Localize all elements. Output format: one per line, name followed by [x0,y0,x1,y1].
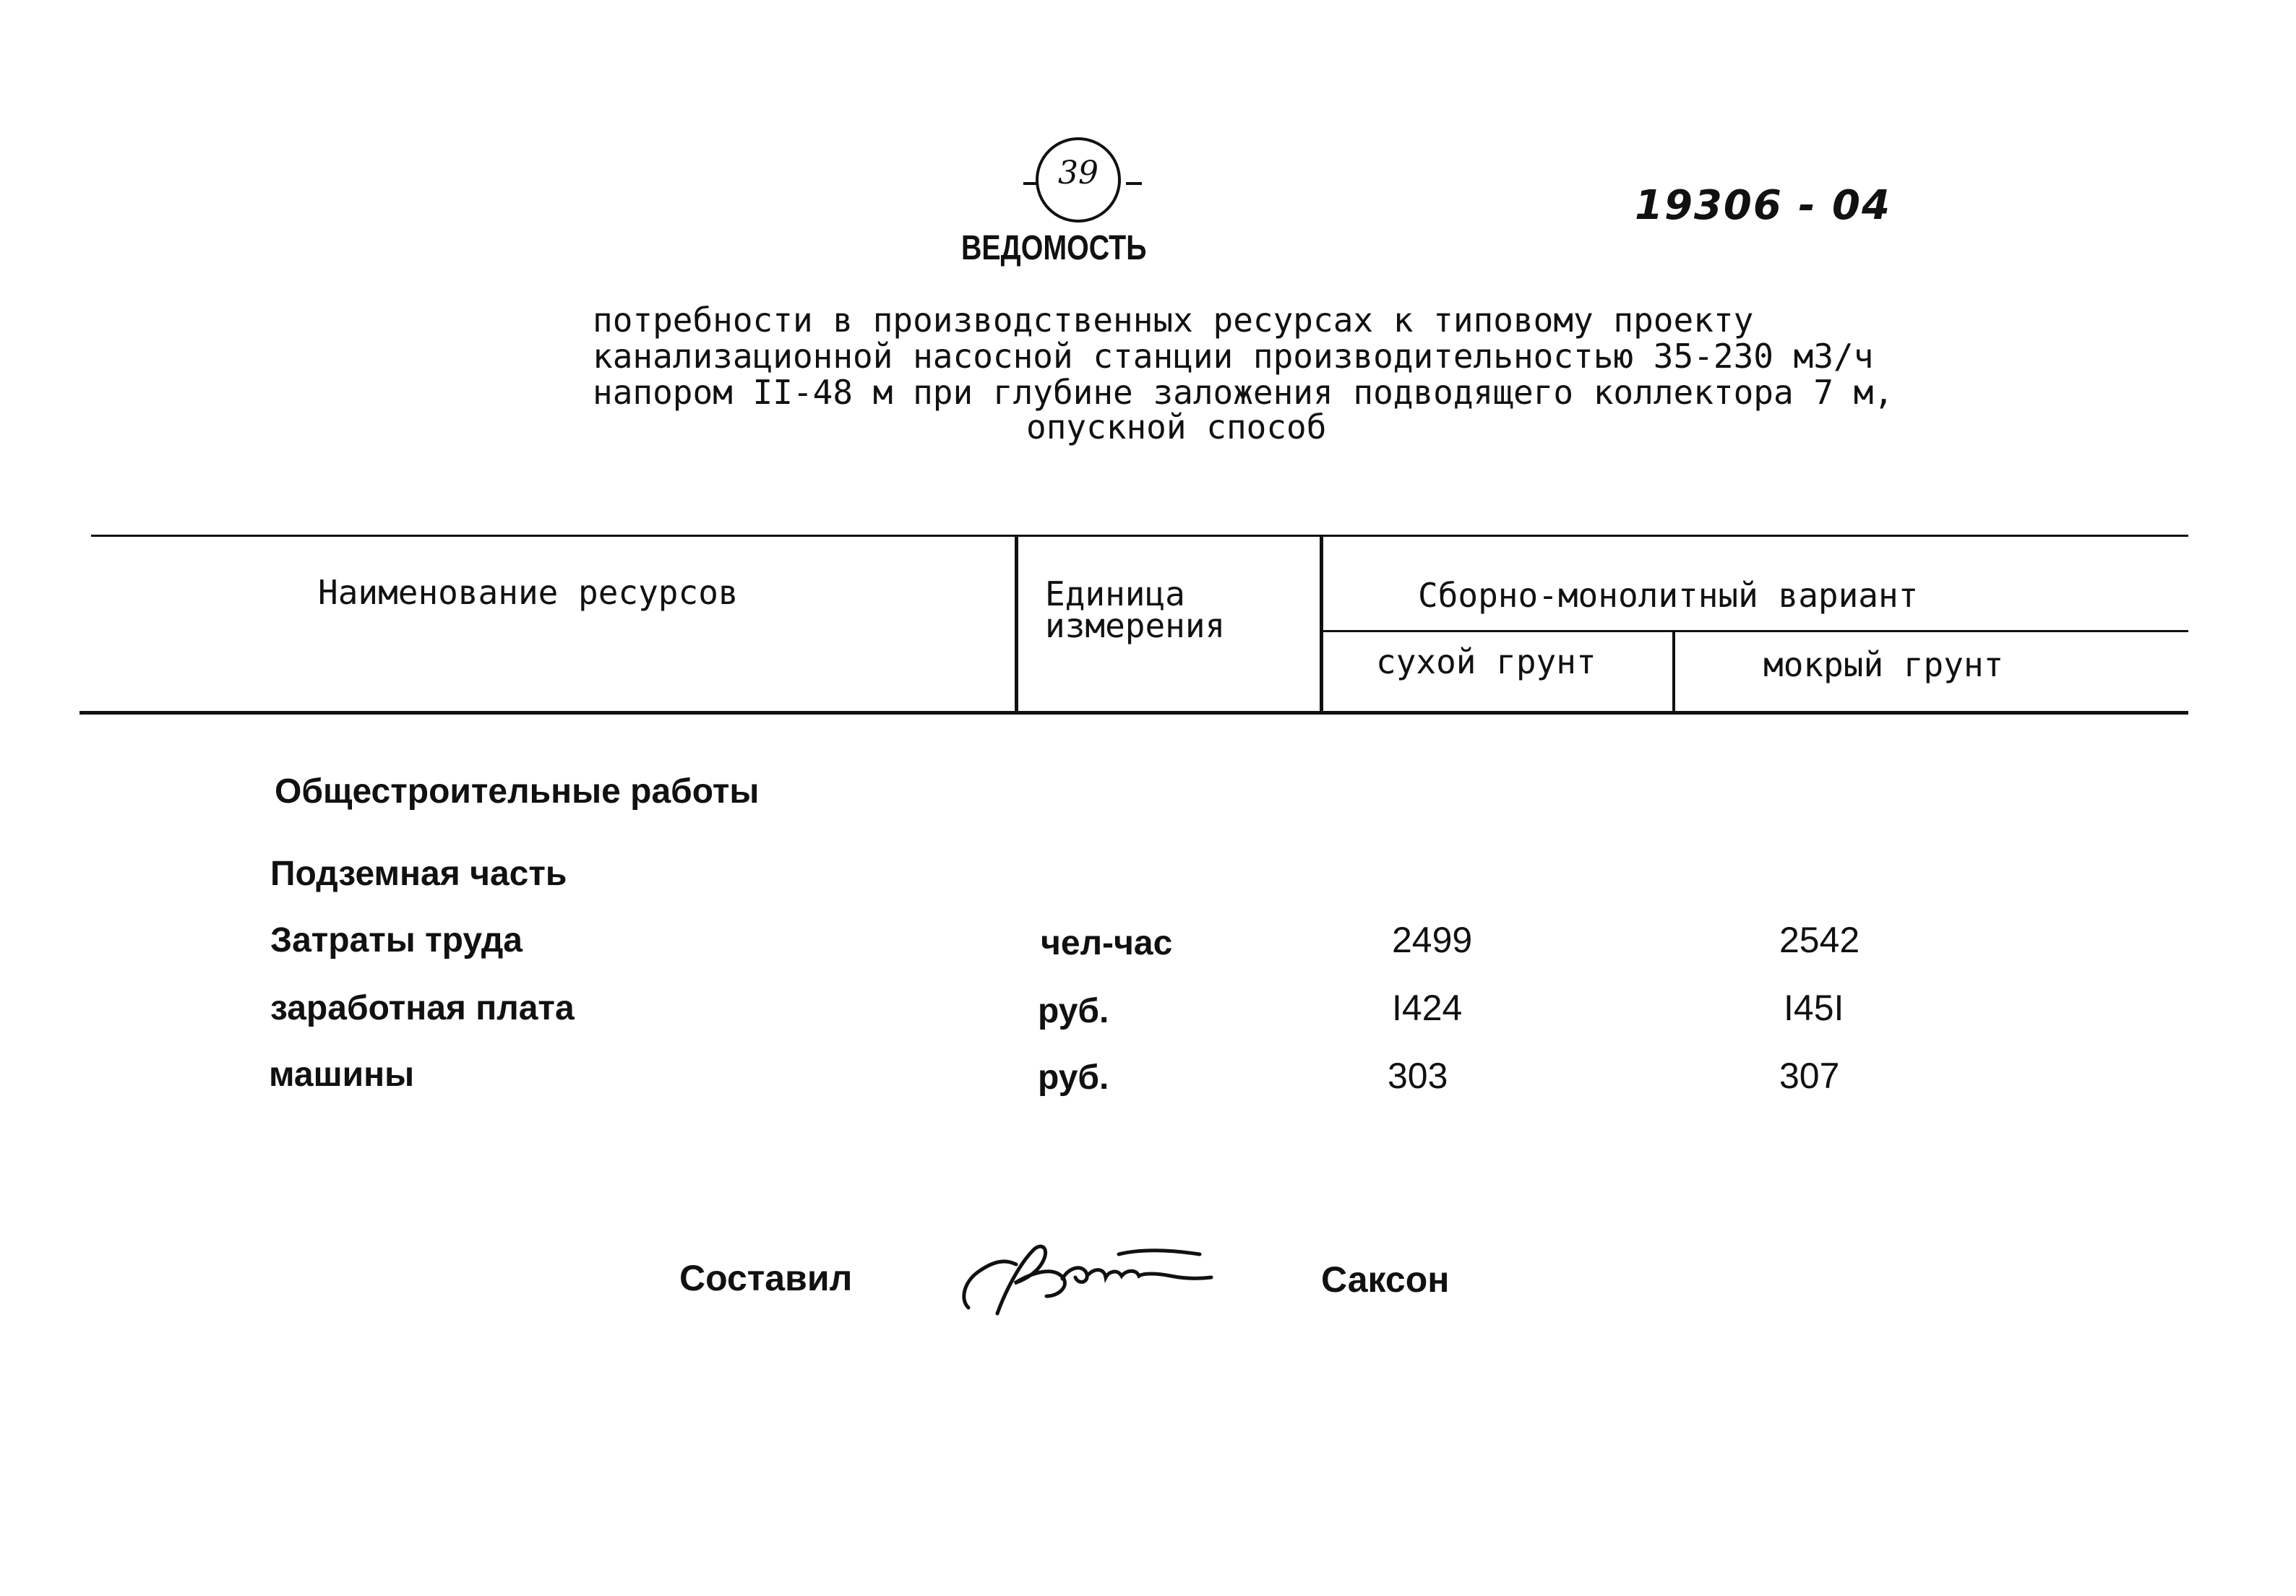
subtitle-line-3: напором II-48 м при глубине заложения подводящего коллектора 7 м, [593,373,1894,412]
compiler-name: Саксон [1321,1259,1450,1300]
compiled-by-label: Составил [679,1258,853,1298]
table-divider-name-unit [1015,535,1018,712]
subtitle-line-1: потребности в производственных ресурсах к типовому проекту [593,301,1754,340]
row-unit: чел-час [1041,924,1173,962]
column-header-wet-soil: мокрый грунт [1763,645,2004,684]
row-name: заработная плата [270,989,575,1027]
document-title: ВЕДОМОСТЬ [961,229,1147,267]
table-divider-unit-variant [1320,535,1323,712]
table-variant-sub-rule [1321,630,2188,632]
row-value-dry: 303 [1388,1056,1448,1096]
document-code: 19306 - 04 [1635,182,1891,229]
table-header-bottom-rule [79,711,2188,715]
handwritten-signature [954,1221,1229,1322]
row-value-dry: 2499 [1392,920,1473,960]
column-header-resource-name: Наименование ресурсов [318,573,739,612]
column-header-dry-soil: сухой грунт [1376,642,1596,681]
subtitle-line-2: канализационной насосной станции производительностью 35-230 м3/ч [593,337,1874,376]
column-header-unit-line2: измерения [1045,606,1226,645]
section-heading-general-works: Общестроительные работы [275,772,760,811]
page-number-dash-right [1126,182,1142,185]
section-heading-underground: Подземная часть [270,855,567,893]
subtitle-line-4: опускной способ [1026,407,1327,447]
column-header-unit-line1: Единица [1045,574,1185,613]
row-name: машины [269,1056,415,1094]
row-unit: руб. [1038,1058,1109,1097]
row-value-wet: 2542 [1779,920,1860,960]
row-value-wet: I45I [1784,988,1844,1028]
row-value-wet: 307 [1779,1056,1840,1096]
page-number-badge [1018,134,1162,243]
row-unit: руб. [1038,992,1109,1030]
row-value-dry: I424 [1392,988,1463,1028]
column-header-variant: Сборно-монолитный вариант [1418,576,1919,615]
page-number: 39 [1058,155,1098,191]
table-divider-dry-wet [1672,630,1675,712]
row-name: Затраты труда [270,921,523,959]
table-top-rule [91,535,2188,537]
